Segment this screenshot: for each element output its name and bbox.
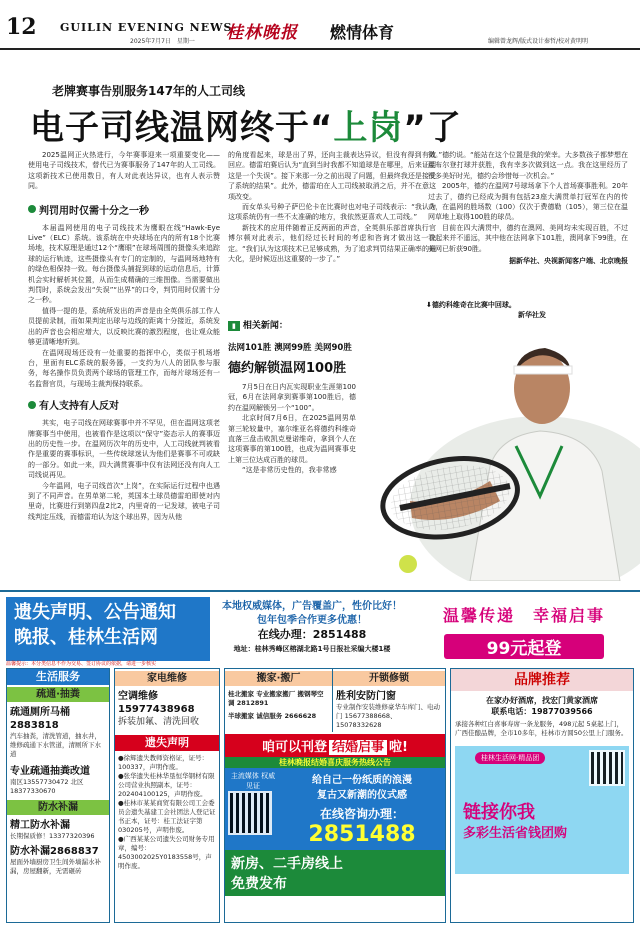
ad-banner-left[interactable]: 遗失声明、公告通知 晚报、桂林生活网 — [6, 597, 210, 661]
column-title: 品牌推荐 — [451, 669, 633, 691]
group-buy-ad[interactable]: 桂林生活网·精品团 链接你我 多彩生活省钱团购 — [455, 746, 629, 874]
ad-listing[interactable]: 桂北搬家 专业搬家搬厂 搬钢琴空调 2812891 — [228, 690, 324, 707]
related-label: ▮ 相关新闻： — [228, 318, 436, 331]
lost-notice: ●广西某某公司遗失公司财务专用章，编号：4503002025Y0183558号，声明作废。 — [118, 835, 215, 870]
lost-notice: ●桂林市某某商贸有限公司工会委员会遗失基建工会社团法人登记证书正本，证号：桂工法证字第030205号，声明作废。 — [118, 799, 216, 834]
house-ad[interactable]: 新房、二手房线上 免费发布 — [225, 850, 445, 896]
ad-listing[interactable]: 专业疏通抽粪改道 — [10, 766, 90, 777]
lost-notice: ●张华遗失桂林华垦恒华钢材有限公司营业执照副本，证号：202404100125，声明作废。 — [118, 772, 215, 798]
article-paragraph: 2005年，德约在温网7号球场拿下个人首场赛事胜利。20年过去了，德约已经成为拥有包括23座大满贯单打冠军在内的传奇，在温网的胜场数（100）仅次于费德勒（105），第三位在温网草地上取得100胜的球员。 — [428, 182, 628, 222]
wedding-ad-header[interactable]: 咱可以刊登 结婚启事 啦! — [225, 734, 445, 757]
byline: 据新华社、央视新闻客户端、北京晚报 — [509, 257, 628, 266]
masthead — [0, 0, 640, 50]
category-title: 防水补漏 — [7, 800, 109, 815]
page-number: 12 — [6, 14, 37, 40]
article-paragraph: 北京时间7月6日，在2025温网男单第三轮较量中，塞尔维亚名将德约科维奇直落三盘击败凯克曼诺维奇，拿到个人在这项赛事的第100胜，也成为温网赛事史上第三位达成百胜的球员。 — [228, 414, 356, 464]
issue-date: 2025年7月7日 星期一 — [130, 38, 195, 45]
article-column-1 — [28, 150, 220, 522]
article-paragraph: 的角度看起来，球是出了界，还向主裁表达异议，但没有得到有效回应。德雷珀赛后认为“直到当时我都不知道球是在哪里，后来证明这是一个失误”。接下来那一分之前出现了问题，但最终我还是接受了系统的结果”。此外，德雷珀在人工司线被取消之后，并不在意这项改变。 — [228, 151, 436, 201]
category-title: 搬家·搬厂 — [225, 671, 332, 686]
article-paragraph: 目前在四大满贯中，德约在澳网、美网均未实现百胜，不过看起来并不遥远，其中他在法网拿下101胜，澳网拿下99胜，在美网已斩获90胜。 — [428, 223, 628, 253]
ad-listing[interactable]: 胜利安防门窗 — [336, 691, 396, 702]
article-paragraph: “这是非常历史性的，我非常感 — [242, 466, 337, 475]
related-news — [228, 318, 436, 476]
repair-lost-column: 家电维修 空调维修15977438968 拆装加氟、清洗回收 遗失声明 ●徐辉遗失教师资格证，证号：100337，声明作废。 ●张华遗失桂林华垦恒华钢材有限公司营业执照副本，证号：202404100125，声明作废。 ●桂林市某某商贸有限公司工会委员会遗失基建工会社团法人登记证书正本，证号：桂工法证字第030205号，声明作废。 ●广西某某公司遗失公司财务专用章，编号：4503002025Y0183558号，声明作废。 — [114, 668, 220, 923]
bullet-icon — [28, 401, 36, 409]
related-scores: 法网101胜 澳网99胜 美网90胜 — [228, 343, 352, 353]
category-title: 疏通·抽粪 — [7, 687, 109, 702]
section-title: 燃情体育 — [330, 23, 395, 42]
article-paragraph: 7月5日在日内瓦实现职业生涯第100冠，6月在法网拿到赛事第100胜后，德约在温网解锁另一个“100”。 — [228, 383, 356, 412]
category-title: 开锁修锁 — [333, 671, 445, 686]
subheading: 判罚用时仅需十分之一秒 — [28, 202, 220, 217]
article-paragraph: 而女单头号种子萨巴伦卡在比赛时也对电子司线表示：“我认为这项系统仍有一些不太准确的地方，我依然更喜欢人工司线。” — [228, 203, 436, 222]
article-paragraph: 2025温网正火热进行，今年赛事迎来一项重要变化——使用电子司线技术，替代已为赛事服务了147年的人工司线。这项新技术已使用数日，有人对此表达异议，也有人表示赞同。 — [28, 151, 220, 191]
paper-name: GUILIN EVENING NEWS — [60, 21, 233, 34]
article-paragraph: 其实，电子司线在网球赛事中并不罕见，但在温网这项老牌赛事当中使用，也被看作是这项以“保守”姿态示人的赛事迈出的历史性一步。在温网历次年的历史中，人工司线就判被看作是重要的赛事标识，一些传统球迷认为他们是赛事不可或缺的一部分。如此一来，四大满贯赛事中仅有法网还没有向人工司线说再见。 — [28, 419, 220, 480]
qr-code-icon[interactable] — [589, 750, 625, 786]
article-paragraph: 在温网现场还设有一处重要的指挥中心，类似于机场塔台，里面有ELC系统的服务器，一支约为八人的团队参与服务，每名操作员负责两个球场的管理工作，而每片球场还有一名监督官员，与现场主裁判保持联系。 — [28, 348, 220, 388]
ad-banner-right[interactable]: 温馨传递 幸福启事 99元起登 — [442, 606, 605, 659]
article-paragraph: 新技术的应用伴随着正反两面的声音，全英俱乐部首席执行官博尔顿对此表示，他们经过长时间的考虑和咨询才做出这一决定。“我们认为这项技术已足够成熟，为了追求判罚结果正确率的最大化，是时候迈出这重要的一步了。” — [228, 223, 436, 264]
tennis-ball-icon — [399, 555, 417, 573]
related-headline: 德约解锁温网100胜 — [228, 361, 347, 376]
hotline-number[interactable]: 2851488 — [308, 822, 416, 847]
move-wedding-column: 搬家·搬厂 桂北搬家 专业搬家搬厂 搬钢琴空调 2812891 半球搬家 诚信服务 2666628 开锁修锁 胜利安防门窗 专业制作安装维修豪华车库门、电动门 15677388668、15078332628 咱可以刊登 结婚启事 啦! 桂林晚报结婚喜庆服务热线公告 主流媒体 权威见证 给自己一份纸质的浪漫 复古又新潮的仪式感 在线咨询办理： 2851488 新房、二手房线上 免费发布 — [224, 668, 446, 923]
article-kicker: 老牌赛事告别服务147年的人工司线 — [52, 84, 246, 98]
photo-caption: ⬇德约科维奇在比赛中回球。 新华社发 — [426, 301, 546, 319]
ad-listing[interactable]: 空调维修15977438968 — [118, 691, 195, 715]
article-paragraph: 值得一提的是，系统所发出的声音是由全英俱乐部工作人员提前录制，而如果判定出球与边线的距离十分接近，系统发出的声音也会相应增大，以反映比赛的激烈程度，也让观众能够更清晰地听到。 — [28, 306, 220, 347]
arrow-icon: ⬇ — [426, 301, 432, 309]
column-title: 生活服务 — [7, 669, 109, 685]
article-column-3 — [428, 150, 628, 266]
paper-logo: 桂林晚报 — [226, 23, 298, 43]
ad-banner-center: 本地权威媒体，广告覆盖广，性价比好！ 包年包季合作更多优惠！ 在线办理：2851488 地址：桂林秀峰区榕湖北路1号日报社采编大楼1楼 — [222, 601, 402, 653]
article-headline: 电子司线温网终于“上岗”了 — [30, 108, 462, 148]
lost-notice: ●徐辉遗失教师资格证，证号：100337，声明作废。 — [118, 754, 209, 771]
brand-column: 品牌推荐 在家办好酒席，找宏门黄家酒席 联系电话：19877039566 承接各种红白喜事寿席一条龙服务，498元起 5桌起上门，广西佳酿品牌，全市10多年，桂林市方圆50公里上门服务。 桂林生活网·精品团 链接你我 多彩生活省钱团购 — [450, 668, 634, 923]
article-column-2 — [228, 150, 436, 264]
editor-credits: 编辑曾龙辉/版式设计秦哲/校对黄明明 — [488, 38, 589, 45]
qr-code-icon[interactable] — [228, 791, 272, 835]
ad-listing[interactable]: 疏通厕所马桶2883818 — [10, 707, 70, 731]
category-title: 家电维修 — [115, 671, 219, 686]
article-paragraph: 今年温网，电子司线首次“上岗”，在实际运行过程中也遇到了不同声音。在男单第二轮，英国本土球员德雷珀即使对内里奇，比赛进行到第四盘2比2，内里奇的一记发球，被电子司线判定压线，而德雷珀认为这个球出界，因为从他 — [28, 481, 220, 521]
article-paragraph: 本届温网使用的电子司线技术为鹰眼在线“Hawk-Eye Live”（ELC）系统。该系统在中央球场在内的所有18个比赛场地，技术原理是通过12个“鹰眼”在球场周围的摄像头来追踪球的运行轨迹，这些摄像头有专门的定制的，与温网场地特有的绿色相保持一致。每台摄像头捕捉到球的运动信息后，计算机会实时解析其位置，从而生成精确的三维图像。当需要做出判罚时，系统会发出“失误”“出界”的口令，判罚用时仅需十分之一秒。 — [28, 223, 220, 305]
ad-listing[interactable]: 防水补漏2868837 — [10, 846, 99, 857]
subheading: 有人支持有人反对 — [28, 397, 220, 412]
life-services-column: 生活服务 疏通·抽粪 疏通厕所马桶2883818 汽车抽粪，清洗管道，抽水井，维修疏通下水管道，清厕所下水道 专业疏通抽粪改道 南区13557730472 北区18377330670 防水补漏 精工防水补漏 长期保质修！13377320396 防水补漏2868837 屋面外墙厨房卫生间外墙漏水补漏，房屋翻新，无需砸砖 — [6, 668, 110, 923]
brand-phone[interactable]: 联系电话：19877039566 — [491, 707, 593, 716]
ad-listing[interactable]: 半球搬家 诚信服务 2666628 — [228, 712, 317, 720]
column-title: 遗失声明 — [115, 735, 219, 751]
bullet-icon — [28, 205, 36, 213]
article-paragraph: 微。”德约说。“能站在这个位置是我的荣幸。大多数孩子都梦想在温布尔登打球并获胜，我有幸多次做到这一点。我在这里经历了很多美好时光，德约会珍惜每一次机会。” — [428, 151, 628, 180]
ad-notice: 温馨提示：本分类信息不作为交易、签订协议的依据，请进一步核实 — [6, 661, 157, 667]
ad-listing[interactable]: 精工防水补漏 — [10, 820, 70, 831]
